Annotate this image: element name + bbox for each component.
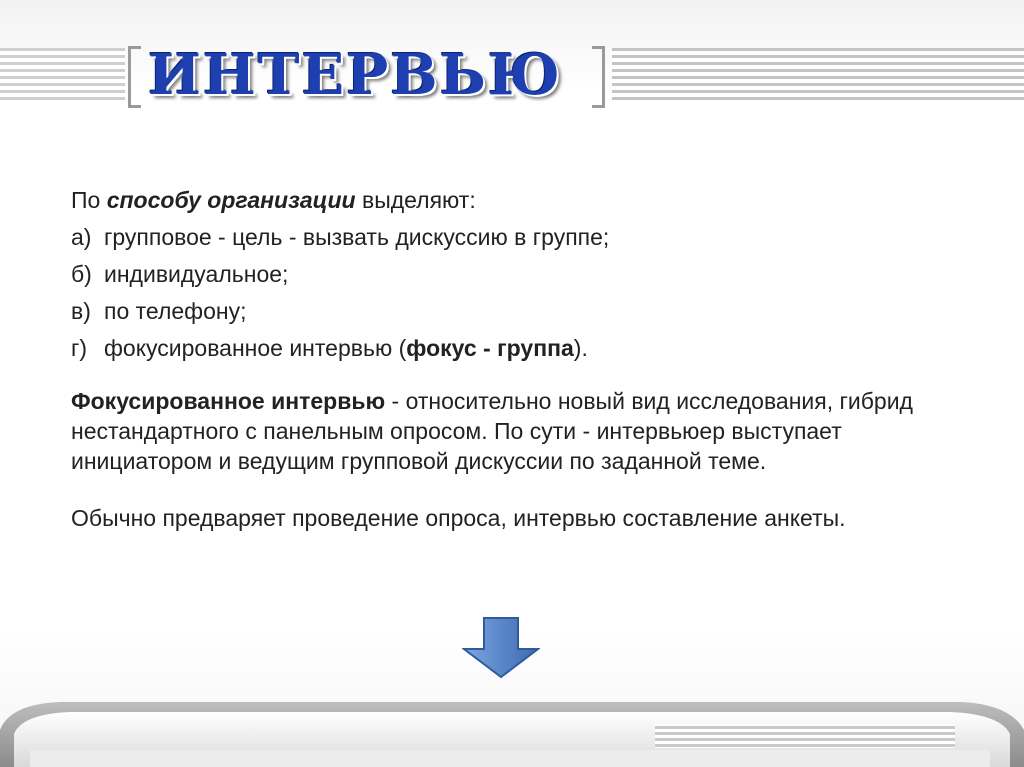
bracket-left <box>128 46 141 108</box>
slide-content <box>71 182 951 533</box>
decor-stripes-right <box>612 48 1024 100</box>
list-marker: в) <box>71 298 91 324</box>
intro-line <box>71 182 951 219</box>
definition-text: - относительно новый вид исследования, гибрид нестандартного с панельным опросом. По сути - интервьюер выступает инициатором и ведущим групповой дискуссии по заданной теме. <box>71 388 913 474</box>
list-item <box>71 293 951 330</box>
note-paragraph: Обычно предваряет проведение опроса, интервью составление анкеты. <box>71 505 846 531</box>
list-item-text: индивидуальное; <box>104 261 289 287</box>
list-marker: г) <box>71 335 88 361</box>
bottom-decor <box>0 690 1024 767</box>
definition-paragraph <box>71 386 951 476</box>
type-list <box>71 219 951 367</box>
bracket-right <box>592 46 605 108</box>
arrow-down-icon[interactable] <box>462 617 540 679</box>
list-item-text: групповое - цель - вызвать дискуссию в группе; <box>104 224 610 250</box>
definition-term: Фокусированное интервью <box>71 388 386 414</box>
slide-title: ИНТЕРВЬЮ <box>148 42 562 108</box>
intro-emphasis: способу организации <box>106 187 356 213</box>
list-item-text <box>104 330 588 367</box>
list-item-text-after: ). <box>573 335 588 361</box>
intro-before: По <box>71 187 107 213</box>
list-item <box>71 219 951 256</box>
decor-stripes-left <box>0 48 125 100</box>
list-marker: а) <box>71 224 92 250</box>
intro-after: выделяют: <box>355 187 476 213</box>
title-band <box>0 40 1024 110</box>
list-item-text-before: фокусированное интервью ( <box>104 335 407 361</box>
list-item <box>71 256 951 293</box>
list-marker: б) <box>71 261 92 287</box>
list-item <box>71 330 951 367</box>
list-item-bold: фокус - группа <box>406 335 574 361</box>
list-item-text: по телефону; <box>104 298 247 324</box>
